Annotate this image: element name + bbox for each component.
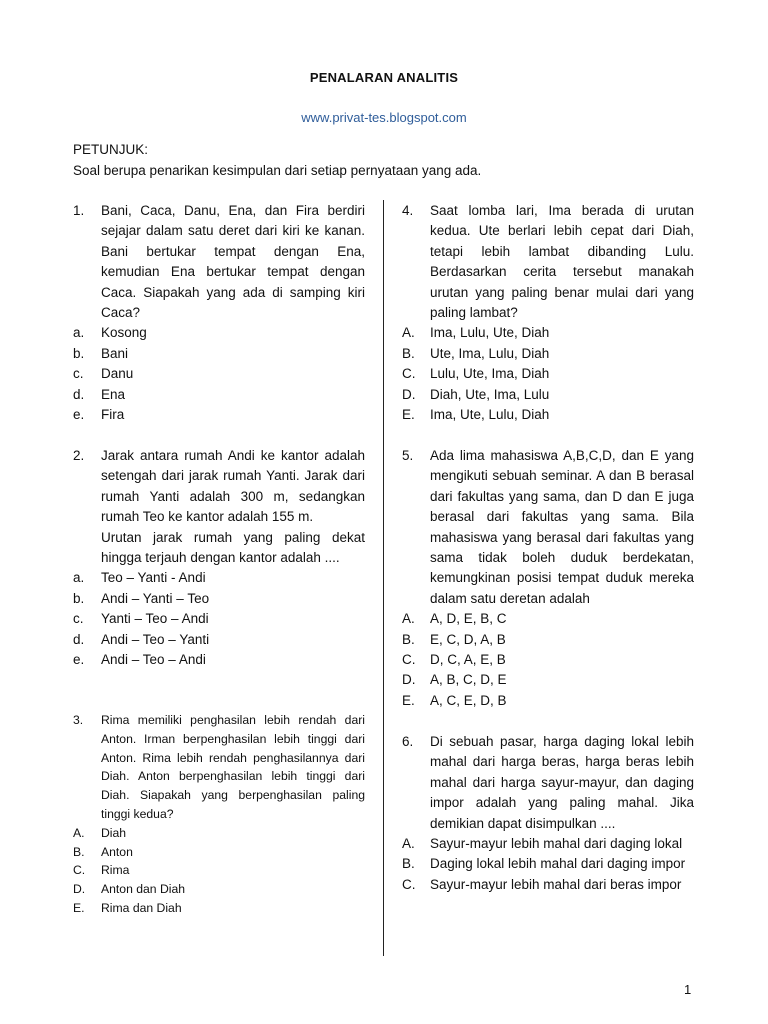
question-3	[73, 711, 365, 918]
answer-option[interactable]	[73, 880, 365, 899]
option-text: Ima, Lulu, Ute, Diah	[430, 325, 550, 341]
option-text: D, C, A, E, B	[430, 652, 506, 668]
option-letter: a.	[73, 570, 85, 586]
option-text: Anton dan Diah	[101, 882, 186, 897]
answer-option[interactable]	[73, 630, 365, 650]
question-number: 4.	[402, 203, 414, 218]
question-text	[101, 711, 365, 824]
question-text	[430, 732, 694, 834]
page-number: 1	[684, 982, 692, 997]
option-text: Ena	[101, 386, 126, 402]
answer-option[interactable]	[402, 609, 694, 629]
answer-option[interactable]	[402, 875, 694, 895]
option-letter: D.	[402, 386, 416, 402]
answer-option[interactable]	[73, 843, 365, 862]
option-text: Diah, Ute, Ima, Lulu	[430, 386, 550, 402]
question-6	[402, 732, 694, 895]
option-letter: A.	[402, 325, 415, 341]
answer-option[interactable]	[402, 691, 694, 711]
option-letter: a.	[73, 325, 85, 341]
option-text: A, B, C, D, E	[430, 672, 507, 688]
option-letter: A.	[402, 611, 415, 627]
question-text	[430, 201, 694, 323]
option-letter: b.	[73, 590, 85, 606]
option-letter: E.	[402, 692, 415, 708]
question-text	[101, 201, 365, 323]
option-text: Ute, Ima, Lulu, Diah	[430, 345, 550, 361]
option-text: Fira	[101, 407, 125, 423]
option-letter: A.	[73, 825, 85, 840]
answer-option[interactable]	[73, 861, 365, 880]
answer-option[interactable]	[73, 650, 365, 670]
option-letter: E.	[402, 407, 415, 423]
question-1	[73, 201, 365, 425]
question-4	[402, 201, 694, 425]
option-text: Bani	[101, 345, 129, 361]
question-paragraph: Saat lomba lari, Ima berada di urutan kedua. Ute berlari lebih cepat dari Diah, tetapi lebih lambat dibanding Lulu. Berdasarkan cerita tersebut manakah urutan yang paling benar mulai dari yang paling lambat?	[430, 203, 694, 321]
answer-option[interactable]	[402, 344, 694, 364]
option-text: Ima, Ute, Lulu, Diah	[430, 407, 550, 423]
question-2	[73, 446, 365, 670]
column-divider	[383, 200, 384, 956]
option-letter: c.	[73, 366, 84, 382]
option-letter: C.	[402, 652, 416, 668]
question-paragraph: Jarak antara rumah Andi ke kantor adalah setengah dari jarak rumah Yanti. Jarak dari rumah Yanti adalah 300 m, sedangkan rumah Teo ke kantor adalah 155 m.	[101, 448, 365, 525]
answer-option[interactable]	[402, 834, 694, 854]
option-letter: c.	[73, 611, 84, 627]
option-letter: B.	[402, 856, 415, 872]
option-letter: C.	[73, 863, 86, 878]
option-letter: D.	[402, 672, 416, 688]
answer-option[interactable]	[73, 899, 365, 918]
question-text	[101, 446, 365, 568]
answer-option[interactable]	[402, 670, 694, 690]
answer-option[interactable]	[73, 568, 365, 588]
option-text: Andi – Teo – Yanti	[101, 631, 210, 647]
option-text: Andi – Teo – Andi	[101, 652, 206, 668]
answer-option[interactable]	[402, 385, 694, 405]
page-title: PENALARAN ANALITIS	[309, 70, 459, 85]
option-text: Andi – Yanti – Teo	[101, 590, 210, 606]
option-text: Danu	[101, 366, 134, 382]
answer-option[interactable]	[73, 323, 365, 343]
question-paragraph: Ada lima mahasiswa A,B,C,D, dan E yang mengikuti sebuah seminar. A dan B berasal dari fakultas yang sama, dan D dan E juga berasal dari fakultas yang sama. Bila mahasiswa yang berasal dari fakultas yang sama tidak boleh duduk berdekatan, kemungkinan posisi tempat duduk mereka dalam satu deretan adalah	[430, 448, 694, 606]
option-letter: b.	[73, 345, 85, 361]
question-paragraph: Rima memiliki penghasilan lebih rendah dari Anton. Irman berpenghasilan lebih tinggi dari Anton. Rima lebih rendah penghasilannya dari Diah. Anton berpenghasilan lebih tinggi dari Diah. Siapakah yang berpenghasilan paling tinggi kedua?	[101, 713, 365, 821]
option-letter: C.	[402, 366, 416, 382]
option-text: A, C, E, D, B	[430, 692, 507, 708]
source-url[interactable]: www.privat-tes.blogspot.com	[301, 110, 467, 125]
answer-option[interactable]	[402, 323, 694, 343]
option-text: A, D, E, B, C	[430, 611, 507, 627]
answer-option[interactable]	[402, 854, 694, 874]
answer-option[interactable]	[402, 405, 694, 425]
option-text: Yanti – Teo – Andi	[101, 611, 209, 627]
option-letter: D.	[73, 882, 86, 897]
answer-option[interactable]	[73, 589, 365, 609]
instructions-heading: PETUNJUK:	[73, 142, 149, 157]
option-text: Sayur-mayur lebih mahal dari daging lokal	[430, 836, 683, 852]
option-letter: e.	[73, 652, 85, 668]
option-text: Sayur-mayur lebih mahal dari beras impor	[430, 876, 682, 892]
question-paragraph: Di sebuah pasar, harga daging lokal lebih mahal dari harga beras, harga beras lebih mahal dari harga sayur-mayur, dan daging impor adalah yang paling mahal. Jika demikian dapat disimpulkan ....	[430, 734, 694, 831]
option-text: Teo – Yanti - Andi	[101, 570, 206, 586]
answer-option[interactable]	[73, 405, 365, 425]
option-letter: d.	[73, 631, 85, 647]
option-text: Daging lokal lebih mahal dari daging impor	[430, 856, 686, 872]
option-letter: B.	[402, 631, 415, 647]
answer-option[interactable]	[73, 609, 365, 629]
option-letter: C.	[402, 876, 416, 892]
question-paragraph: Bani, Caca, Danu, Ena, dan Fira berdiri sejajar dalam satu deret dari kiri ke kanan. Bani bertukar tempat dengan Ena, kemudian Ena bertukar tempat dengan Caca. Siapakah yang ada di samping kiri Caca?	[101, 203, 365, 321]
option-text: Rima	[101, 863, 130, 878]
option-text: Kosong	[101, 325, 147, 341]
question-number: 5.	[402, 448, 414, 463]
answer-option[interactable]	[73, 344, 365, 364]
answer-option[interactable]	[73, 364, 365, 384]
answer-option[interactable]	[402, 630, 694, 650]
option-text: Diah	[101, 825, 127, 840]
answer-option[interactable]	[73, 385, 365, 405]
option-text: Rima dan Diah	[101, 900, 182, 915]
option-text: E, C, D, A, B	[430, 631, 506, 647]
option-letter: B.	[73, 844, 85, 859]
question-paragraph: Urutan jarak rumah yang paling dekat hingga terjauh dengan kantor adalah ....	[101, 529, 365, 566]
option-letter: d.	[73, 386, 85, 402]
answer-option[interactable]	[73, 824, 365, 843]
option-text: Lulu, Ute, Ima, Diah	[430, 366, 550, 382]
instructions-text: Soal berupa penarikan kesimpulan dari setiap pernyataan yang ada.	[73, 163, 482, 178]
option-letter: B.	[402, 345, 415, 361]
option-letter: E.	[73, 900, 85, 915]
option-letter: e.	[73, 407, 85, 423]
answer-option[interactable]	[402, 364, 694, 384]
question-number: 6.	[402, 734, 414, 749]
question-number: 2.	[73, 448, 85, 463]
question-5	[402, 446, 694, 711]
question-number: 3.	[73, 713, 84, 727]
option-text: Anton	[101, 844, 133, 859]
option-letter: A.	[402, 836, 415, 852]
question-text	[430, 446, 694, 609]
question-number: 1.	[73, 203, 85, 218]
answer-option[interactable]	[402, 650, 694, 670]
